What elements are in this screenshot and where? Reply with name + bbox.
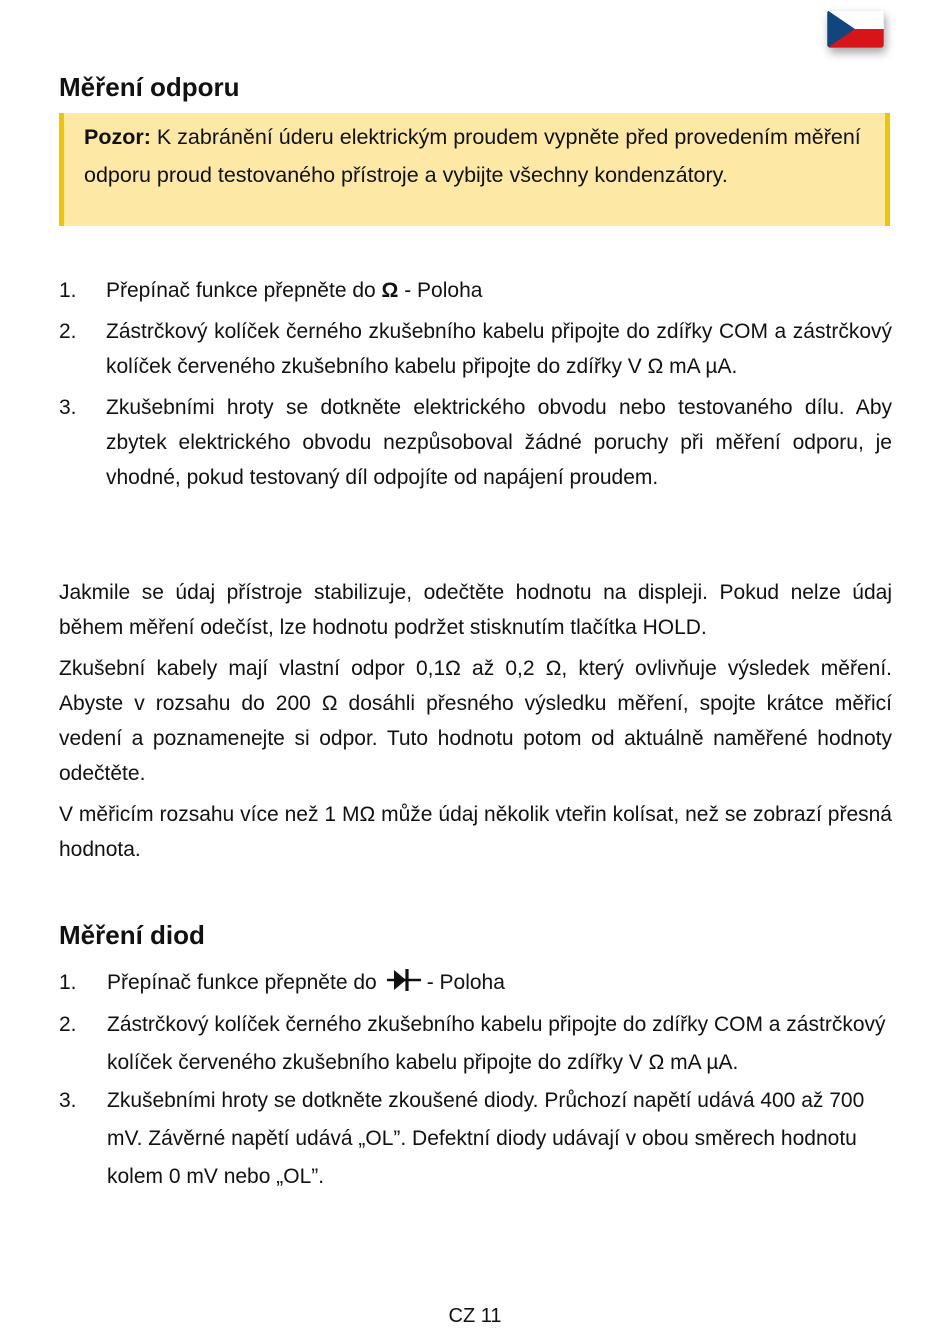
list-item <box>59 390 892 495</box>
list-item <box>59 1006 892 1082</box>
step-text-suffix: - Poloha <box>398 279 483 302</box>
step-number: 2. <box>59 320 77 343</box>
step-number: 2. <box>59 1013 77 1036</box>
warning-text: K zabránění úderu elektrickým proudem vypněte před provedením měření odporu proud testovaného přístroje a vybijte všechny kondenzátory. <box>84 125 861 187</box>
page-number: CZ 11 <box>448 1305 502 1327</box>
step-text: Zástrčkový kolíček černého zkušebního kabelu připojte do zdířky COM a zástrčkový kolíček červeného zkušebního kabelu připojte do zdířky V Ω mA µA. <box>106 320 892 378</box>
list-item <box>59 964 892 1006</box>
paragraph: Zkušební kabely mají vlastní odpor 0,1Ω až 0,2 Ω, který ovlivňuje výsledek měření. Abyste v rozsahu do 200 Ω dosáhli přesného výsledku měření, spojte krátce měřicí vedení a poznamenejte si odpor. Tuto hodnotu potom od aktuálně naměřené hodnoty odečtěte. <box>59 657 892 785</box>
diode-steps-list <box>59 964 892 1196</box>
step-text-suffix: - Poloha <box>426 971 505 994</box>
step-text: Zástrčkový kolíček černého zkušebního kabelu připojte do zdířky COM a zástrčkový kolíček červeného zkušebního kabelu připojte do zdířky V Ω mA µA. <box>107 1013 886 1074</box>
step-number: 3. <box>59 396 77 419</box>
paragraph: V měřicím rozsahu více než 1 MΩ může údaj několik vteřin kolísat, než se zobrazí přesná hodnota. <box>59 803 892 861</box>
step-number: 1. <box>59 279 77 302</box>
resistance-steps-list <box>59 273 892 501</box>
diode-symbol-icon <box>387 967 421 1006</box>
step-text: Zkušebními hroty se dotkněte zkoušené diody. Průchozí napětí udává 400 až 700 mV. Závěrné napětí udává „OL”. Defektní diody udávají v obou směrech hodnotu kolem 0 mV nebo „OL”. <box>107 1089 865 1188</box>
warning-label: Pozor: <box>84 125 151 149</box>
list-item <box>59 273 892 308</box>
step-text: Přepínač funkce přepněte do <box>106 279 382 302</box>
warning-box <box>59 113 890 226</box>
step-number: 1. <box>59 971 77 994</box>
paragraph: Jakmile se údaj přístroje stabilizuje, odečtěte hodnotu na displeji. Pokud nelze údaj během měření odečíst, lze hodnotu podržet stisknutím tlačítka HOLD. <box>59 581 892 639</box>
section-title-diodes: Měření diod <box>59 920 205 950</box>
section-title-resistance: Měření odporu <box>59 72 240 102</box>
list-item <box>59 1082 892 1196</box>
step-number: 3. <box>59 1089 77 1112</box>
step-text: Zkušebními hroty se dotkněte elektrického obvodu nebo testovaného dílu. Aby zbytek elektrického obvodu nezpůsoboval žádné poruchy při měření odporu, je vhodné, pokud testovaný díl odpojíte od napájení proudem. <box>106 396 892 489</box>
step-text: Přepínač funkce přepněte do <box>107 971 377 994</box>
ohm-symbol: Ω <box>381 279 399 302</box>
list-item <box>59 314 892 384</box>
czech-flag-icon <box>827 10 884 48</box>
